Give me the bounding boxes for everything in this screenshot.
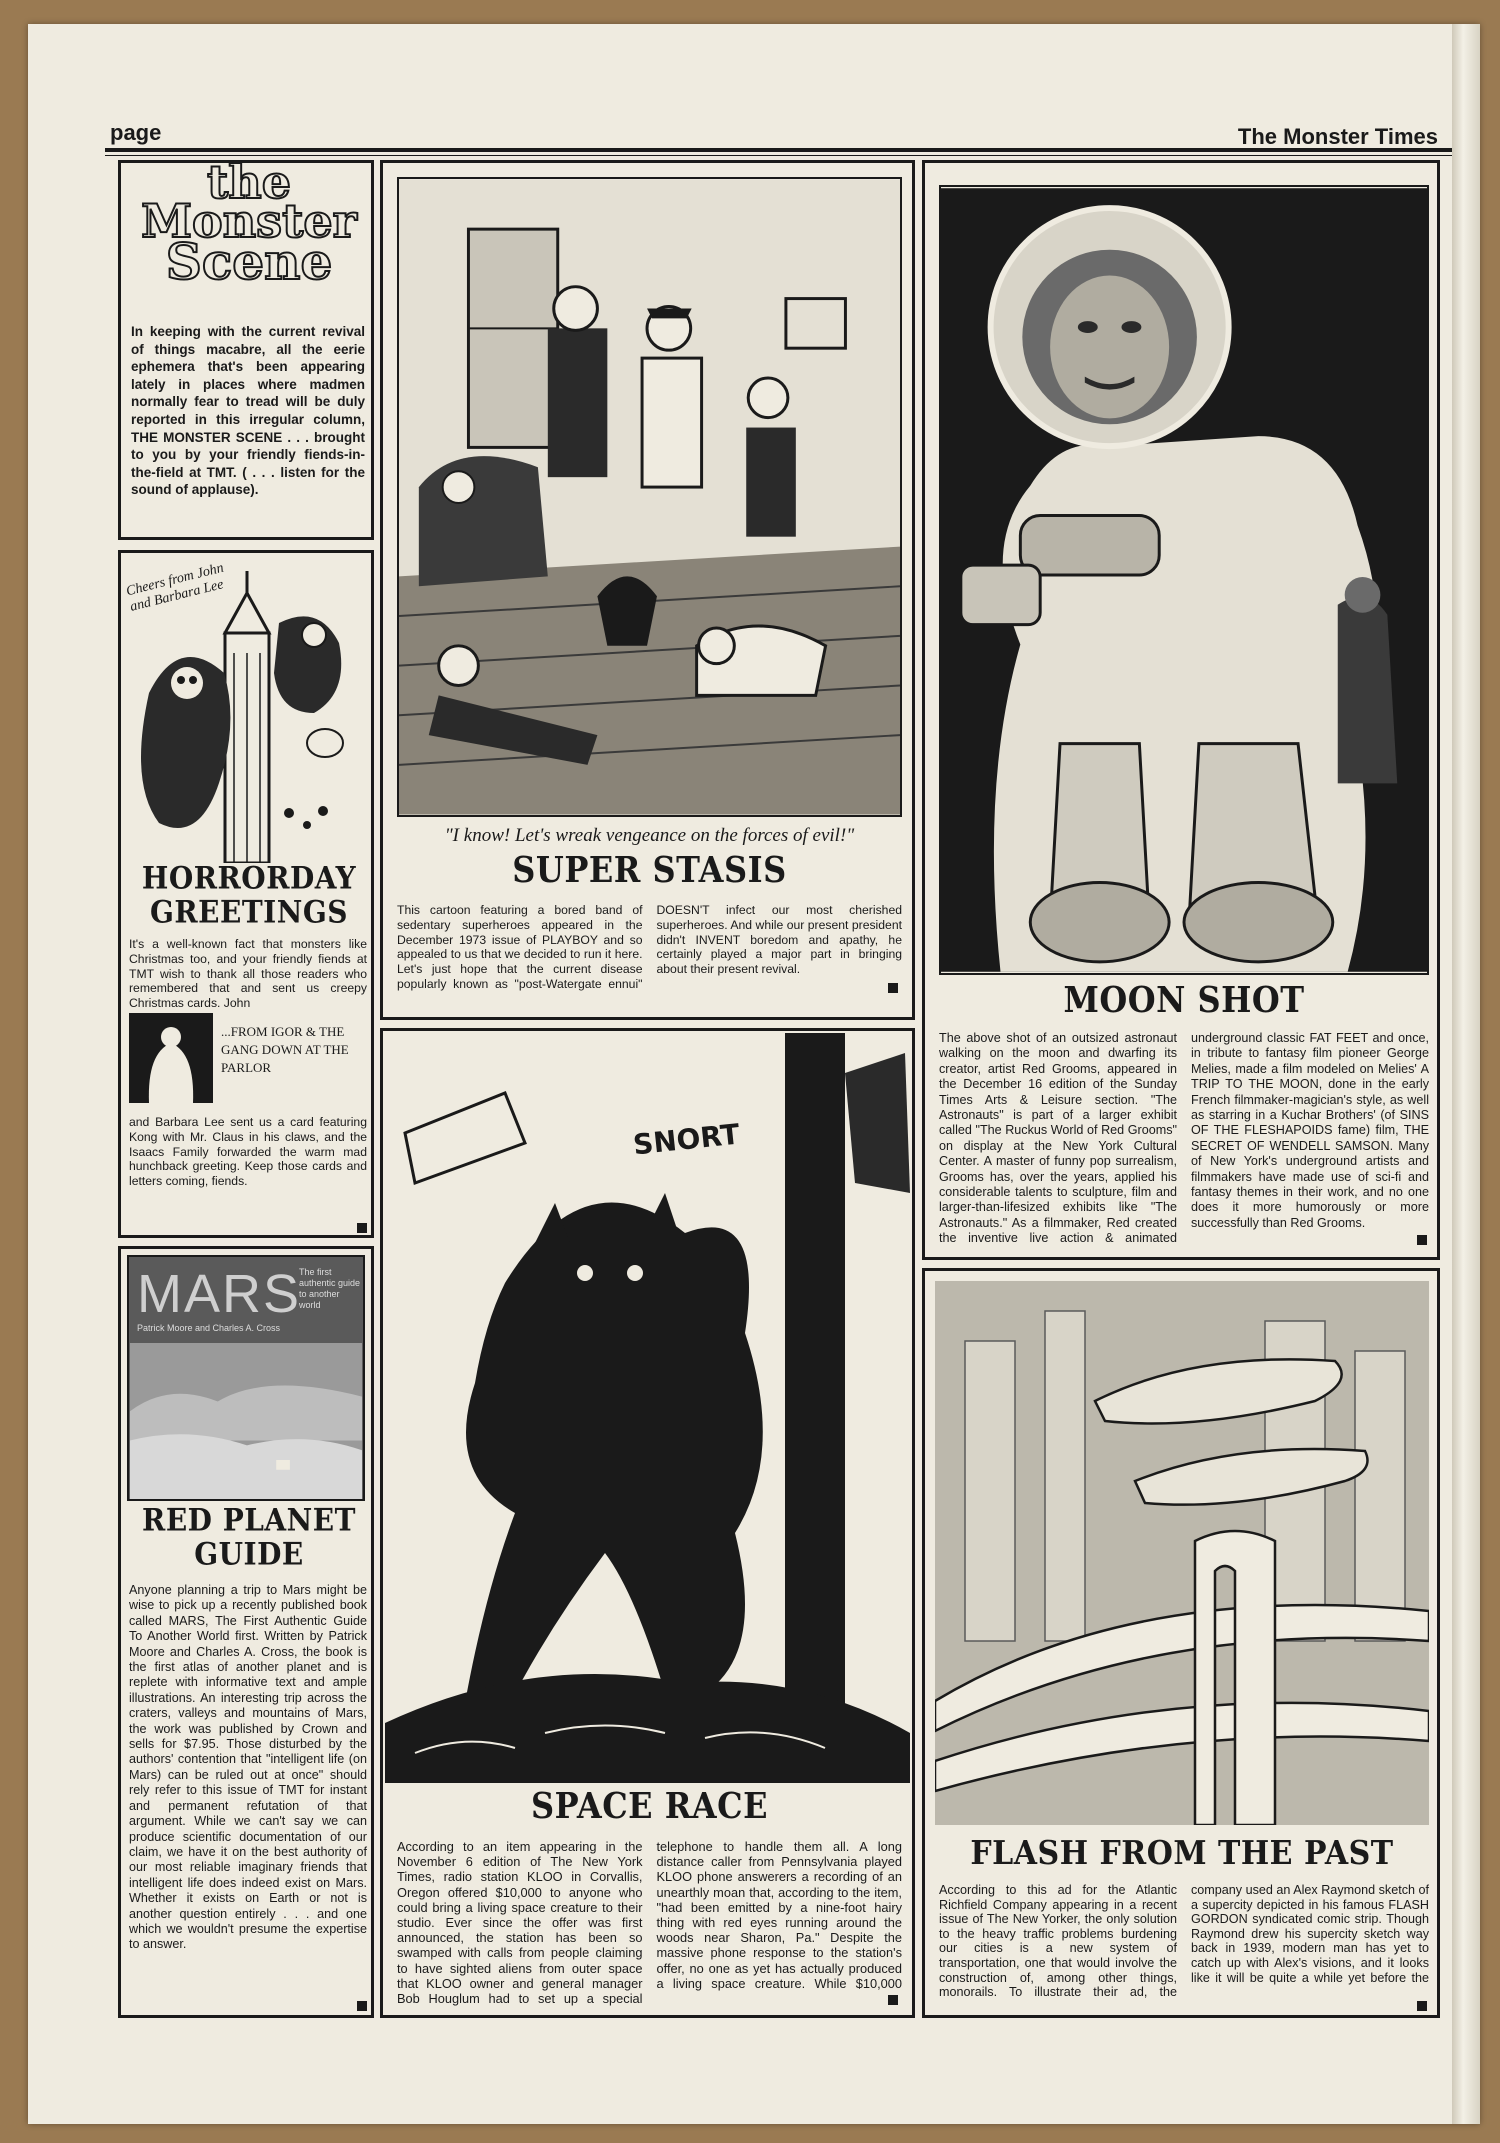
page-spine — [1452, 24, 1480, 2124]
monster-scene-panel — [118, 160, 374, 540]
cartoon-caption: "I know! Let's wreak vengeance on the forces of evil!" — [444, 825, 855, 846]
hunchback-card-art — [129, 1013, 213, 1103]
card-note: Cheers from John and Barbara Lee — [124, 560, 226, 615]
flash-endmark — [1417, 2001, 1427, 2011]
space-race-headline: SPACE RACE — [531, 1785, 768, 1827]
monster-scene-logo — [131, 160, 367, 292]
astronaut-photo — [939, 185, 1429, 975]
supercity-illustration — [935, 1281, 1429, 1825]
superheroes-cartoon — [397, 177, 902, 817]
mars-cover-tagline: The first authentic guide to another world — [299, 1267, 361, 1310]
super-stasis-headline: SUPER STASIS — [512, 849, 787, 891]
mars-cover-title: MARS — [137, 1264, 302, 1324]
moon-shot-panel — [922, 160, 1440, 1260]
astronaut-illustration — [941, 187, 1427, 973]
logo-the: the — [207, 160, 291, 209]
super-stasis-endmark — [888, 983, 898, 993]
hunchback-illustration — [129, 1013, 213, 1103]
horroday-text-2: and Barbara Lee sent us a card featuring Kong with Mr. Claus in his claws, and the Isaacs Family forwarded the warm mad hunchback greeting. Keep those cards and letters coming, fiends. — [129, 1115, 367, 1189]
mars-book-cover — [127, 1255, 365, 1501]
superheroes-illustration — [399, 179, 900, 815]
page-label: page — [110, 120, 162, 145]
paper-name: The Monster Times — [1237, 124, 1438, 149]
logo-monster: Monster — [141, 194, 357, 249]
horroday-text-1: It's a well-known fact that monsters like Christmas too, and your friendly fiends at TMT wish to thank all those readers who remembered that and sent us creepy Christmas cards. John — [129, 937, 367, 1011]
red-planet-endmark — [357, 2001, 367, 2011]
moon-shot-headline: MOON SHOT — [1063, 979, 1305, 1021]
snort-sound: SNORT — [631, 1117, 742, 1162]
logo-scene: Scene — [165, 232, 333, 292]
super-stasis-text: This cartoon featuring a bored band of sedentary superheroes appeared in the December 1973 issue of PLAYBOY and so appealed to us that we decided to run it here. Let's just hope that the current disease popularly known as "post-Watergate ennui" DOESN'T infect our most cherished superheroes. And while our present president didn't INVENT boredom and apathy, he certainly played a major part in bringing about their present revival. — [397, 903, 902, 991]
horroday-panel — [118, 550, 374, 1238]
horroday-headline: HORRORDAY GREETINGS — [141, 859, 357, 930]
supercity-sketch — [935, 1281, 1429, 1825]
flash-panel — [922, 1268, 1440, 2018]
moon-shot-text: The above shot of an outsized astronaut walking on the moon and dwarfing its creator, artist Red Grooms, appeared in the December 16 edition of the Sunday Times Arts & Leisure section. "The Astronauts" is part of a larger exhibit called "The Ruckus World of Red Grooms" on display at the New York Cultural Center. A master of funny pop surrealism, Grooms has, over the years, applied his considerable talents to sculpture, film and larger-than-lifesized exhibits like "The Astronauts." As a filmmaker, Red created the inventive live action & animated underground classic FAT FEET and once, in tribute to fantasy film pioneer George Melies, made a film modeled on Melies' A TRIP TO THE MOON, done in the early French filmmaker-magician's style, as well as starring in a Kuchar Brothers' (of SINS OF THE FLESHAPOIDS fame) film, THE SECRET OF WENDELL SAMSON. Many of New York's underground artists and filmmakers have made use of sci-fi and fantasy themes in their work, and no one does it more humorously or more successfully than Red Grooms. — [939, 1031, 1429, 1246]
red-planet-headline: RED PLANET GUIDE — [142, 1501, 356, 1572]
card-sign: ...FROM IGOR & THE GANG DOWN AT THE PARLOR — [221, 1024, 349, 1075]
red-planet-panel — [118, 1246, 374, 2018]
moon-shot-endmark — [1417, 1235, 1427, 1245]
kong-card-art — [129, 563, 365, 863]
space-race-panel — [380, 1028, 915, 2018]
horroday-endmark — [357, 1223, 367, 1233]
kong-illustration — [129, 563, 365, 863]
super-stasis-panel — [380, 160, 915, 1020]
header-rule-thin — [105, 155, 1452, 156]
flash-headline: FLASH FROM THE PAST — [970, 1834, 1394, 1873]
red-planet-text: Anyone planning a trip to Mars might be wise to pick up a recently published book called MARS, The First Authentic Guide To Another World first. Written by Patrick Moore and Charles A. Cross, the book is the first atlas of another planet and is replete with informative text and ample illustrations. An interesting trip across the craters, valleys and mountains of Mars, the work was published by Crown and sells for $7.95. Those disturbed by the authors' contention that "intelligent life (on Mars) can be ruled out at once" should rely refer to this issue of TMT for instant and permanent refutation of that argument. While we can't say we can produce scientific documentation of our claim, we have it on the best authority of our most reliable imaginary friends that intelligent life does indeed exist on Mars. Whether it exists on Earth or not is another question entirely . . . and one which we wouldn't presume the expertise to answer. — [129, 1583, 367, 1952]
monster-scene-text: In keeping with the current revival of things macabre, all the eerie ephemera that's been appearing lately in places where madmen normally fear to tread will be duly reported in this irregular column, THE MONSTER SCENE . . . brought to you by your friendly fiends-in-the-field at TMT. ( . . . listen for the sound of applause). — [131, 324, 365, 498]
space-race-text: According to an item appearing in the November 6 edition of The New York Times, radio station KLOO in Corvallis, Oregon offered $10,000 to anyone who could bring a living space creature to their studio. Ever since the offer was first announced, the station has been so swamped with calls from people claiming to have sighted aliens from outer space that KLOO owner and general manager Bob Houglum had to set up a special telephone to handle them all. A long distance caller from Pennsylvania played KLOO phone answerers a recording of an unearthly moan that, according to the item, "had been emitted by a nine-foot hairy thing with red eyes running around the woods near Sharon, Pa." Despite the massive phone response to the station's offer, no one as yet has actually produced a living space creature. While $10,000 — [397, 1839, 902, 2007]
flash-text: According to this ad for the Atlantic Richfield Company appearing in a recent issue of The New Yorker, the only solution to the heavy traffic problems burdening our cities is a new system of transportation, one that would involve the construction of, among other things, monorails. To illustrate their ad, the company used an Alex Raymond sketch of a supercity depicted in his famous FLASH GORDON syndicated comic strip. Though Raymond drew his supercity sketch way back in 1939, modern man has yet to catch up with Alex's visions, and it looks like it will be quite a while yet before the — [939, 1883, 1430, 2000]
mars-landscape — [129, 1343, 363, 1499]
header-rule — [105, 148, 1452, 152]
space-race-endmark — [888, 1995, 898, 2005]
mars-cover-authors: Patrick Moore and Charles A. Cross — [137, 1323, 281, 1333]
